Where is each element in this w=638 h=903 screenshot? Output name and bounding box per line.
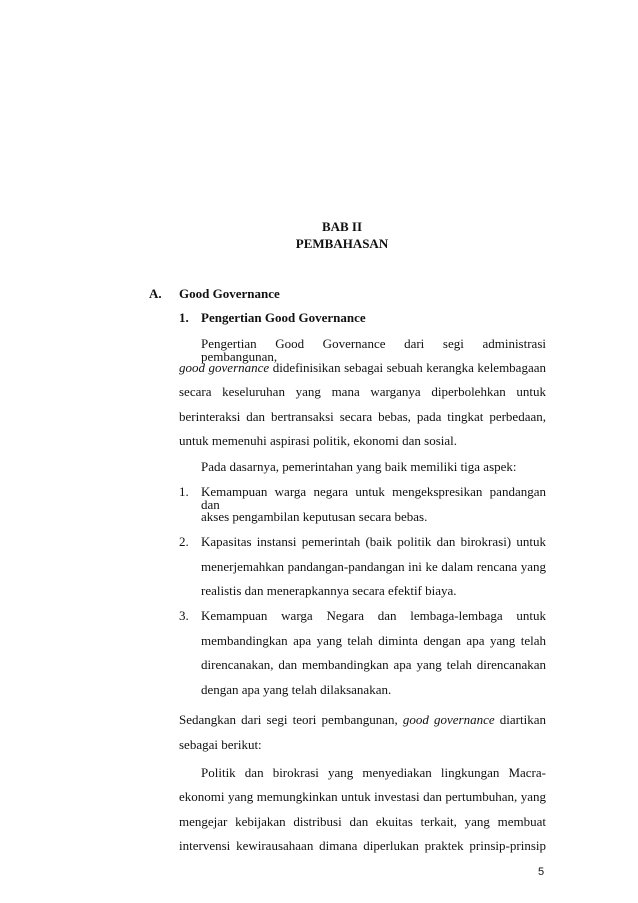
paragraph-line: Pengertian Good Governance dari segi administrasi pembangunan,: [201, 336, 546, 364]
section-title: Good Governance: [179, 286, 280, 301]
list-number: 1.: [179, 484, 189, 499]
subsection-title: Pengertian Good Governance: [201, 310, 366, 325]
paragraph-text: didefinisikan sebagai sebuah kerangka kelembagaan: [269, 360, 546, 375]
list-item-line: Kapasitas instansi pemerintah (baik politik dan birokrasi) untuk: [201, 534, 546, 549]
paragraph-line: ekonomi yang memungkinkan untuk investasi dan pertumbuhan, yang: [179, 789, 546, 804]
list-number: 3.: [179, 608, 189, 623]
list-item-line: realistis dan menerapkannya secara efektif biaya.: [201, 583, 457, 598]
section-letter: A.: [149, 286, 162, 301]
paragraph-line: berinteraksi dan bertransaksi secara bebas, pada tingkat perbedaan,: [179, 409, 546, 424]
list-item-line: Kemampuan warga negara untuk mengekspresikan pandangan dan: [201, 484, 546, 512]
paragraph-line: mengejar kebijakan distribusi dan ekuitas terkait, yang membuat: [179, 814, 546, 829]
italic-term: good governance: [179, 360, 270, 375]
italic-term: good governance: [402, 712, 495, 727]
list-item-line: menerjemahkan pandangan-pandangan ini ke dalam rencana yang: [201, 559, 546, 574]
list-item-line: Kemampuan warga Negara dan lembaga-lembaga untuk: [201, 608, 546, 623]
page-number: 5: [538, 866, 545, 878]
list-item-line: direncanakan, dan membandingkan apa yang telah direncanakan: [201, 657, 546, 672]
paragraph-line: sebagai berikut:: [179, 737, 262, 752]
paragraph-line: Politik dan birokrasi yang menyediakan lingkungan Macra-: [201, 765, 546, 780]
list-number: 2.: [179, 534, 189, 549]
paragraph-text: Sedangkan dari segi teori pembangunan,: [179, 712, 403, 727]
paragraph-line: Pada dasarnya, pemerintahan yang baik memiliki tiga aspek:: [201, 459, 517, 474]
chapter-title: PEMBAHASAN: [295, 236, 389, 251]
subsection-number: 1.: [179, 310, 189, 325]
paragraph-text: diartikan: [494, 712, 546, 727]
paragraph-line: [179, 713, 546, 726]
paragraph-line: secara keseluruhan yang mana warganya diperbolehkan untuk: [179, 384, 546, 399]
list-item-line: akses pengambilan keputusan secara bebas.: [201, 509, 428, 524]
paragraph-line: intervensi kewirausahaan dimana diperlukan praktek prinsip-prinsip: [179, 838, 546, 853]
list-item-line: membandingkan apa yang telah diminta dengan apa yang telah: [201, 633, 546, 648]
paragraph-line: [179, 361, 546, 374]
paragraph-line: untuk memenuhi aspirasi politik, ekonomi dan sosial.: [179, 433, 458, 448]
chapter-label: BAB II: [321, 219, 363, 234]
list-item-line: dengan apa yang telah dilaksanakan.: [201, 682, 392, 697]
